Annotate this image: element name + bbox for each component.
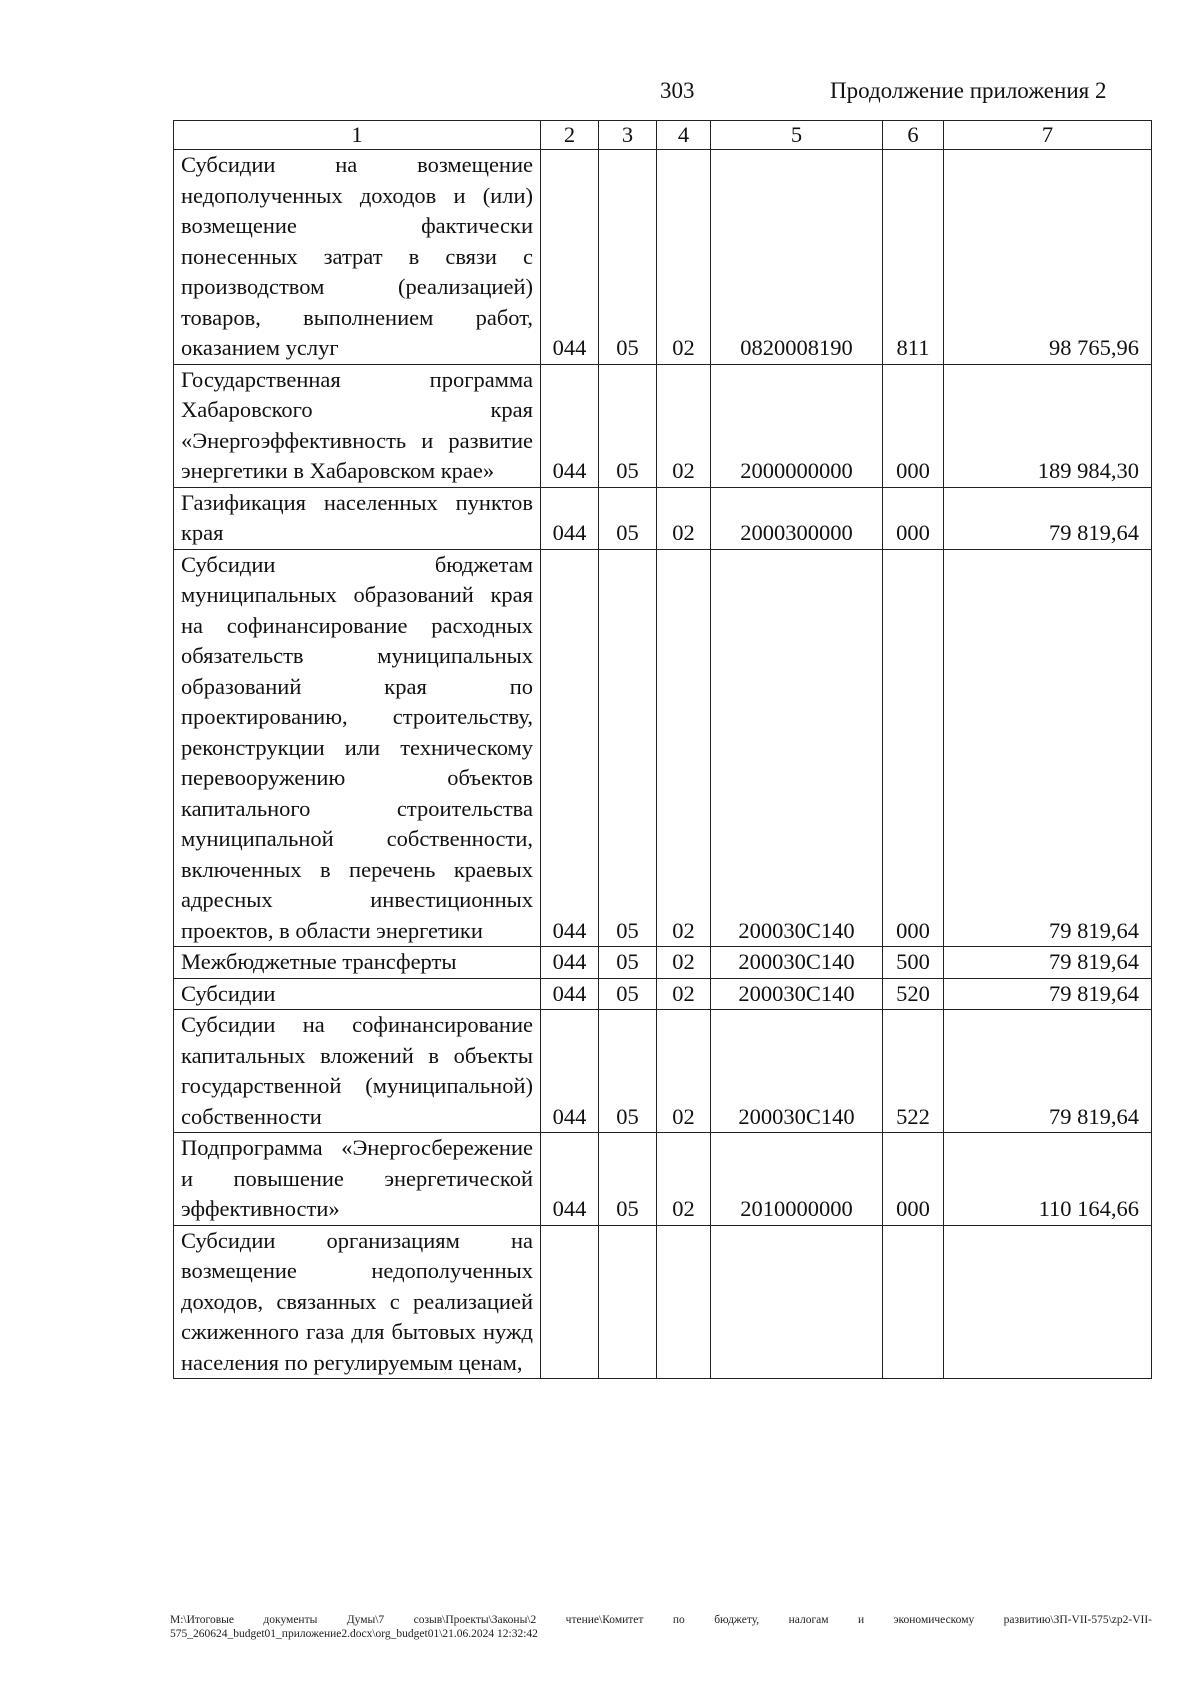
row-code-2: 044 [541, 978, 599, 1010]
row-code-3: 05 [599, 487, 657, 549]
row-code-5: 200030С140 [711, 549, 883, 947]
column-header: 6 [883, 121, 944, 150]
row-code-2: 044 [541, 487, 599, 549]
row-code-2: 044 [541, 1010, 599, 1133]
row-code-6: 000 [883, 1133, 944, 1226]
row-code-6: 000 [883, 549, 944, 947]
row-name: Субсидии [174, 978, 541, 1010]
row-name: Подпрограмма «Энергосбережение и повышение энергетической эффективности» [174, 1133, 541, 1226]
column-header: 1 [174, 121, 541, 150]
row-code-5: 200030С140 [711, 978, 883, 1010]
page-number: 303 [660, 78, 695, 103]
row-amount: 79 819,64 [944, 947, 1152, 979]
row-name: Государственная программа Хабаровского края «Энергоэффективность и развитие энергетики в Хабаровском крае» [174, 364, 541, 487]
row-code-6: 522 [883, 1010, 944, 1133]
column-header: 2 [541, 121, 599, 150]
table-header-row [174, 121, 1152, 150]
file-path-footer: М:\Итоговые документы Думы\7 созыв\Проекты\Законы\2 чтение\Комитет по бюджету, налогам и экономическому развитию\ЗП-VII-575\zp2-VII-575_260624_budget01_приложение2.docx\org_budget01\21.06.2024 12:32:42 [170, 1614, 1152, 1640]
row-name: Газификация населенных пунктов края [174, 487, 541, 549]
row-code-3: 05 [599, 364, 657, 487]
row-code-2 [541, 1225, 599, 1379]
row-code-4: 02 [657, 364, 711, 487]
row-amount: 79 819,64 [944, 487, 1152, 549]
row-code-3: 05 [599, 978, 657, 1010]
row-code-5: 2000300000 [711, 487, 883, 549]
row-amount: 79 819,64 [944, 1010, 1152, 1133]
row-code-2: 044 [541, 150, 599, 365]
column-header: 7 [944, 121, 1152, 150]
row-name: Субсидии бюджетам муниципальных образований края на софинансирование расходных обязательств муниципальных образований края по проектированию, строительству, реконструкции или техническому перевооружению объектов капитального строительства муниципальной собственности, включенных в перечень краевых адресных инвестиционных проектов, в области энергетики [174, 549, 541, 947]
row-code-6: 520 [883, 978, 944, 1010]
row-code-4: 02 [657, 978, 711, 1010]
row-code-5: 2010000000 [711, 1133, 883, 1226]
row-code-4 [657, 1225, 711, 1379]
row-code-4: 02 [657, 150, 711, 365]
row-code-6: 811 [883, 150, 944, 365]
row-amount: 189 984,30 [944, 364, 1152, 487]
row-code-2: 044 [541, 549, 599, 947]
row-code-4: 02 [657, 549, 711, 947]
row-code-3 [599, 1225, 657, 1379]
row-code-2: 044 [541, 1133, 599, 1226]
row-code-6: 000 [883, 487, 944, 549]
row-name: Субсидии организациям на возмещение недополученных доходов, связанных с реализацией сжиженного газа для бытовых нужд населения по регулируемым ценам, [174, 1225, 541, 1379]
row-amount: 110 164,66 [944, 1133, 1152, 1226]
row-code-5 [711, 1225, 883, 1379]
row-code-2: 044 [541, 947, 599, 979]
table-row [174, 487, 1152, 549]
row-code-5: 200030С140 [711, 947, 883, 979]
row-amount: 79 819,64 [944, 978, 1152, 1010]
budget-table [173, 120, 1152, 1379]
row-code-5: 200030С140 [711, 1010, 883, 1133]
row-code-2: 044 [541, 364, 599, 487]
column-header: 5 [711, 121, 883, 150]
table-row [174, 1133, 1152, 1226]
row-code-5: 2000000000 [711, 364, 883, 487]
row-code-3: 05 [599, 947, 657, 979]
row-code-4: 02 [657, 1133, 711, 1226]
row-name: Межбюджетные трансферты [174, 947, 541, 979]
row-name: Субсидии на софинансирование капитальных вложений в объекты государственной (муниципальной) собственности [174, 1010, 541, 1133]
continuation-label: Продолжение приложения 2 [830, 78, 1107, 103]
table-row [174, 150, 1152, 365]
row-amount: 98 765,96 [944, 150, 1152, 365]
row-code-6 [883, 1225, 944, 1379]
table-row [174, 1225, 1152, 1379]
row-code-3: 05 [599, 549, 657, 947]
row-code-3: 05 [599, 1133, 657, 1226]
row-code-5: 0820008190 [711, 150, 883, 365]
table-row [174, 1010, 1152, 1133]
table-row [174, 364, 1152, 487]
table-row [174, 549, 1152, 947]
column-header: 4 [657, 121, 711, 150]
row-code-3: 05 [599, 1010, 657, 1133]
column-header: 3 [599, 121, 657, 150]
row-code-6: 500 [883, 947, 944, 979]
row-code-4: 02 [657, 487, 711, 549]
row-amount [944, 1225, 1152, 1379]
row-code-4: 02 [657, 947, 711, 979]
table-row [174, 947, 1152, 979]
row-code-4: 02 [657, 1010, 711, 1133]
row-code-3: 05 [599, 150, 657, 365]
row-name: Субсидии на возмещение недополученных доходов и (или) возмещение фактически понесенных затрат в связи с производством (реализацией) товаров, выполнением работ, оказанием услуг [174, 150, 541, 365]
row-amount: 79 819,64 [944, 549, 1152, 947]
row-code-6: 000 [883, 364, 944, 487]
table-row [174, 978, 1152, 1010]
